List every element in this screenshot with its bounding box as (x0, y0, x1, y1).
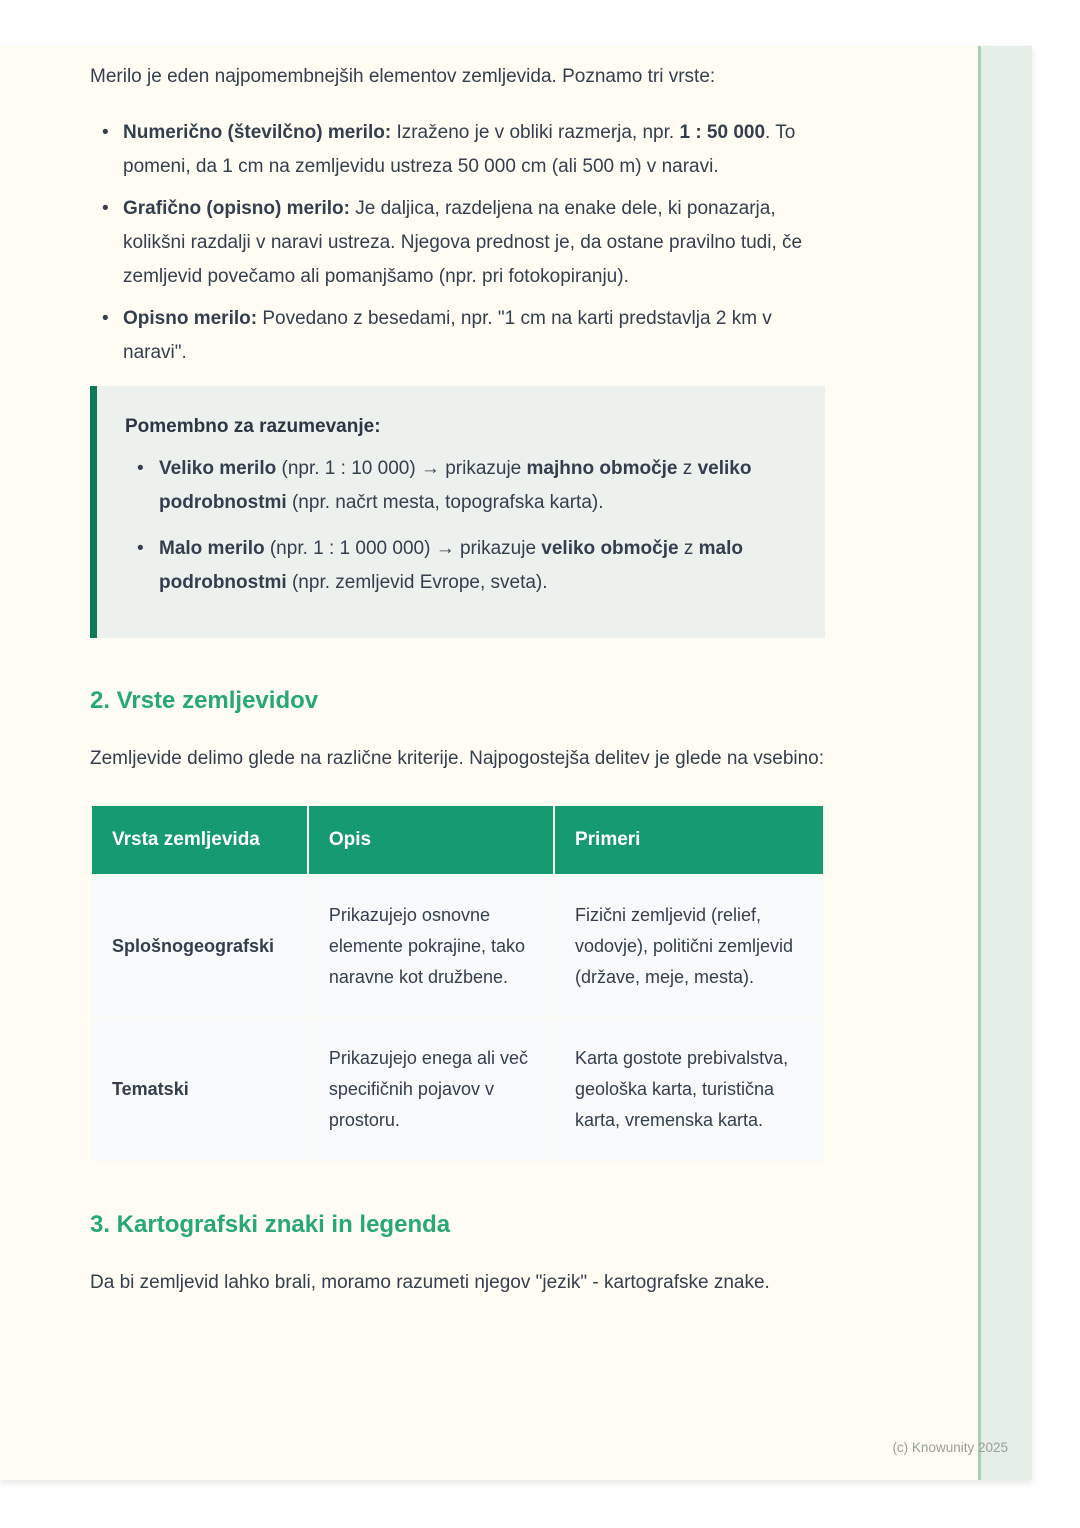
section-3-paragraph: Da bi zemljevid lahko brali, moramo razumeti njegov "jezik" - kartografske znake. (90, 1272, 770, 1293)
scale-types-list (90, 116, 825, 370)
list-item-malo-merilo: • Malo merilo (npr. 1 : 1 000 000) → prikazuje veliko območje z malo podrobnostmi (npr. zemljevid Evrope, sveta). (125, 532, 791, 600)
cell-opis: Prikazujejo enega ali več specifičnih pojavov v prostoru. (308, 1018, 554, 1161)
cell-type: Splošnogeografski (91, 875, 308, 1018)
page-edge-strip (978, 46, 1032, 1480)
header-cell-opis: Opis (308, 805, 554, 875)
list-item-numericno-merilo: • Numerično (številčno) merilo: Izraženo je v obliki razmerja, npr. 1 : 50 000. To pomeni, da 1 cm na zemljevidu ustreza 50 000 cm (ali 500 m) v naravi. (90, 116, 825, 184)
intro-paragraph: Merilo je eden najpomembnejših elementov zemljevida. Poznamo tri vrste: (90, 66, 716, 87)
callout-title: Pomembno za razumevanje: (125, 416, 381, 437)
cell-type: Tematski (91, 1018, 308, 1161)
cell-primeri: Fizični zemljevid (relief, vodovje), politični zemljevid (države, meje, mesta). (554, 875, 824, 1018)
table-row (91, 1018, 824, 1161)
important-note-callout (90, 386, 825, 638)
table-body (91, 875, 824, 1161)
list-item-graficno-merilo: • Grafično (opisno) merilo: Je daljica, razdeljena na enake dele, ki ponazarja, kolikšni razdalji v naravi ustreza. Njegova prednost je, da ostane pravilno tudi, če zemljevid povečamo ali pomanjšamo (npr. pri fotokopiranju). (90, 192, 825, 294)
list-item-veliko-merilo: • Veliko merilo (npr. 1 : 10 000) → prikazuje majhno območje z veliko podrobnostmi (npr. načrt mesta, topografska karta). (125, 452, 791, 520)
callout-list (125, 452, 791, 600)
list-item-opisno-merilo: • Opisno merilo: Povedano z besedami, npr. "1 cm na karti predstavlja 2 km v naravi". (90, 302, 825, 370)
page-content (90, 46, 825, 1300)
table-row (91, 875, 824, 1018)
header-cell-vrsta: Vrsta zemljevida (91, 805, 308, 875)
cell-opis: Prikazujejo osnovne elemente pokrajine, tako naravne kot družbene. (308, 875, 554, 1018)
document-page (0, 46, 1032, 1480)
section-2-heading: 2. Vrste zemljevidov (90, 687, 319, 714)
table-header (91, 805, 824, 875)
cell-primeri: Karta gostote prebivalstva, geološka karta, turistična karta, vremenska karta. (554, 1018, 824, 1161)
section-2-paragraph: Zemljevide delimo glede na različne kriterije. Najpogostejša delitev je glede na vsebino: (90, 748, 825, 769)
copyright-watermark: (c) Knowunity 2025 (892, 1440, 1008, 1455)
header-cell-primeri: Primeri (554, 805, 824, 875)
section-3-heading: 3. Kartografski znaki in legenda (90, 1211, 451, 1238)
map-types-table (90, 804, 825, 1162)
table-header-row (91, 805, 824, 875)
